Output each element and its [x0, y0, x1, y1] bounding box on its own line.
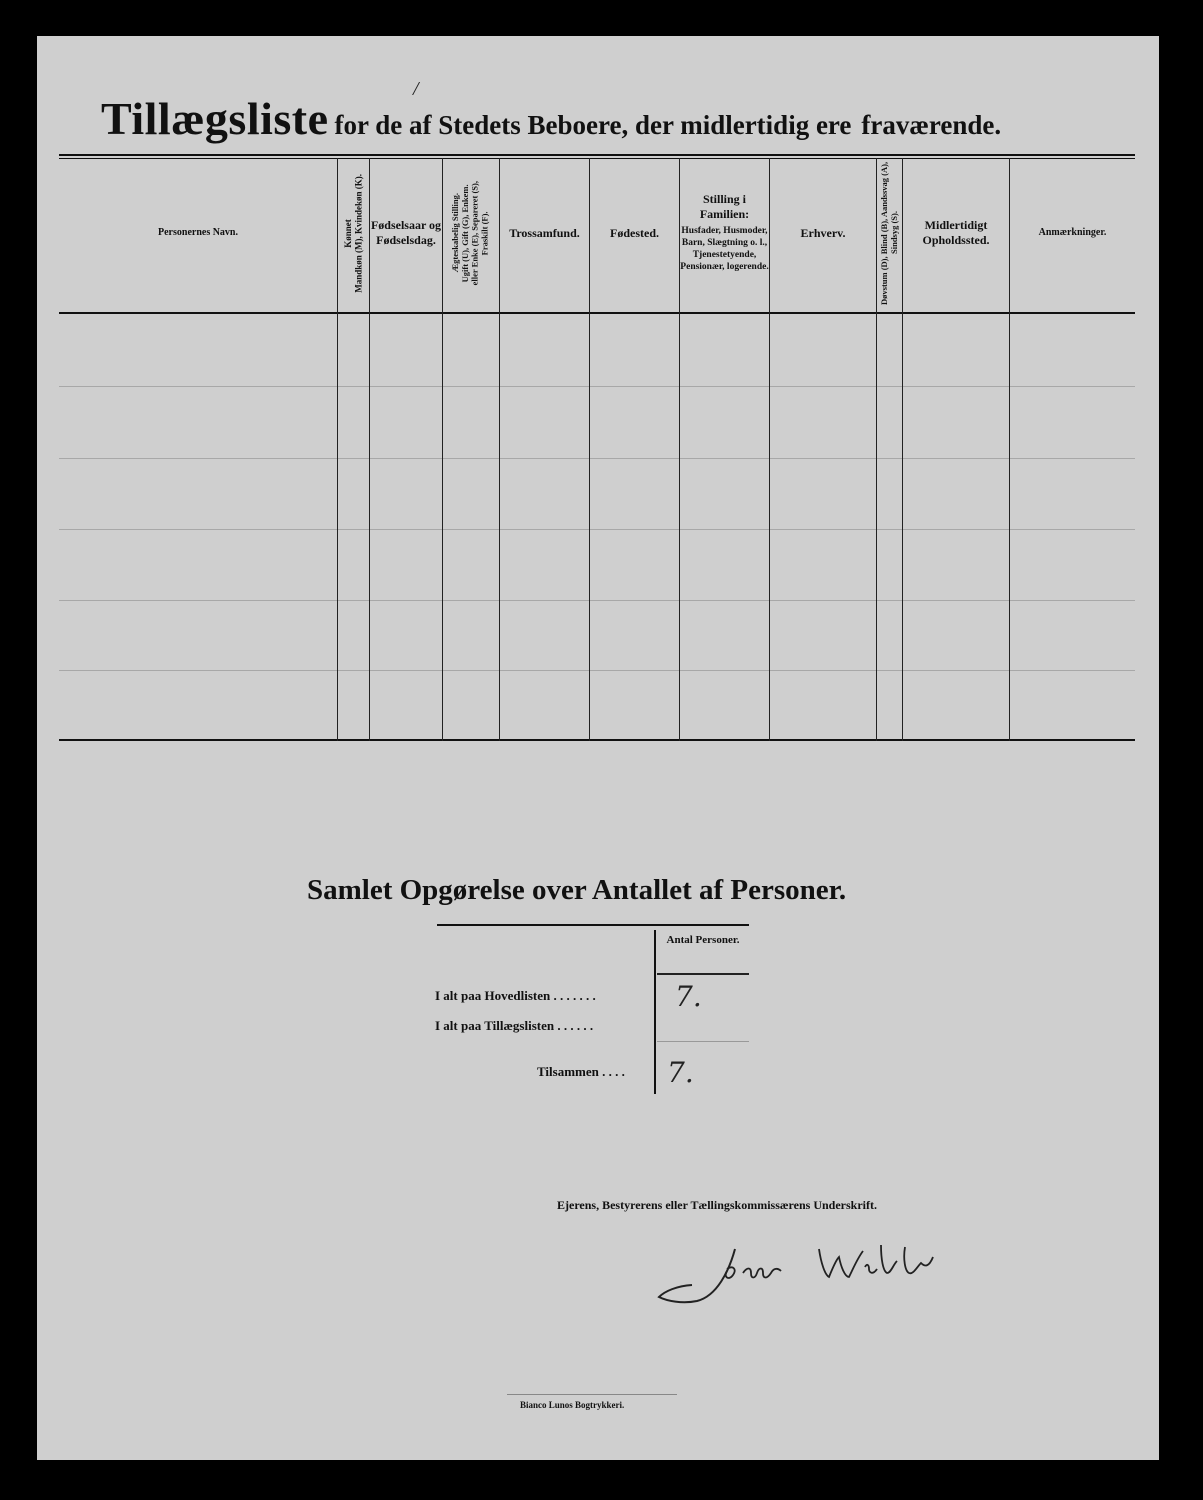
printer-imprint: Bianco Lunos Bogtrykkeri. [520, 1400, 625, 1410]
count-header-rule [657, 973, 749, 975]
header-disability: Døvstum (D), Blind (B), Aandssvag (A), Sindsyg (S). [878, 161, 899, 305]
row-line [59, 386, 1135, 387]
row-line [59, 600, 1135, 601]
signature-graphic [657, 1241, 947, 1321]
handwritten-signature [657, 1241, 947, 1321]
table-bottom-rule [59, 739, 1135, 741]
header-bottom-rule [59, 312, 1135, 314]
form-title [101, 92, 1001, 145]
header-family-position: Stilling i Familien: Husfader, Husmoder, Barn, Slægtning o. l., Tjenestetyende, Pensionær, logerende. [680, 192, 769, 272]
summary-row-main: I alt paa Hovedlisten . . . . . . . [435, 988, 596, 1003]
row-line [59, 670, 1135, 671]
pencil-mark: / [413, 78, 419, 100]
header-gender: Kønnet Mandkøn (M), Kvindekøn (K). [343, 173, 364, 293]
absentee-table [59, 154, 1135, 741]
row-line [59, 458, 1135, 459]
summary-title: Samlet Opgørelse over Antallet af Personer. [307, 874, 847, 906]
header-remarks: Anmærkninger. [1038, 226, 1107, 238]
header-occupation: Erhverv. [800, 225, 846, 240]
summary-row-total: Tilsammen . . . . [537, 1064, 625, 1079]
printer-rule [507, 1394, 677, 1395]
header-marital: Ægteskabelig Stilling. Ugift (U), Gift (G), Enkem. eller Enke (E), Separeret (S), Fraskilt (F). [450, 180, 490, 286]
form-title-main: Tillægsliste [101, 93, 329, 144]
summary-value-total: 7. [667, 1056, 694, 1089]
header-temp-residence: Midlertidigt Opholdssted. [922, 218, 990, 247]
header-birth: Fødselsaar og Fødselsdag. [370, 218, 442, 247]
census-form-page [37, 36, 1159, 1460]
form-title-rest: for de af Stedets Beboere, der midlertidig ere [334, 110, 852, 140]
form-title-emphasis: fraværende. [861, 110, 1002, 140]
summary-divider [654, 930, 656, 1094]
summary-top-rule [437, 924, 749, 926]
summary-row-supplement: I alt paa Tillægslisten . . . . . . [435, 1018, 594, 1033]
count-header: Antal Personer. [666, 934, 740, 946]
summary-value-main: 7. [675, 980, 702, 1013]
table-top-rule [59, 154, 1135, 156]
header-name: Personernes Navn. [158, 226, 238, 238]
signature-label: Ejerens, Bestyrerens eller Tællingskommissærens Underskrift. [557, 1198, 877, 1212]
count-subtotal-rule [657, 1041, 749, 1042]
row-line [59, 529, 1135, 530]
header-religion: Trossamfund. [509, 225, 580, 240]
header-birthplace: Fødested. [610, 225, 659, 240]
